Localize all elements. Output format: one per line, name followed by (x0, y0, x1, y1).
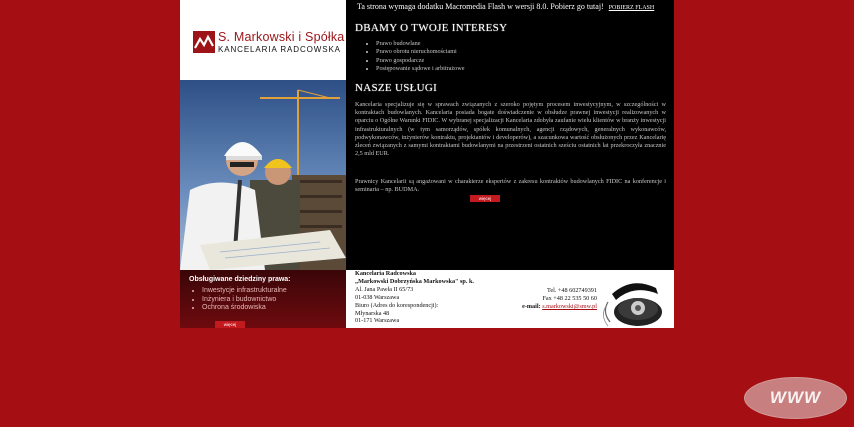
interests-list (376, 40, 465, 73)
interest-item-real-estate-law: • Prawo obrotu nieruchomościami (376, 48, 465, 56)
engineers-photo (180, 80, 346, 270)
footer-company: „Markowski Dobrzyńska Markowska" sp. k. (355, 277, 474, 285)
logo-subtitle: KANCELARIA RADCOWSKA (218, 45, 341, 54)
download-flash-link[interactable]: POBIERZ FLASH (608, 5, 655, 11)
footer-tel: Tel. +48 602749391 (547, 287, 597, 294)
footer (346, 270, 674, 328)
footer-address (355, 270, 474, 325)
footer-city: 01-038 Warszawa (355, 293, 400, 301)
services-more-button[interactable]: więcej (470, 195, 500, 202)
interest-item-construction-law: • Prawo budowlane (376, 40, 465, 48)
footer-office-label: Biuro (Adres do korespondencji): (355, 301, 439, 309)
footer-office-street: Młynarska 48 (355, 309, 390, 317)
logo[interactable] (180, 0, 346, 80)
services-paragraph-1: Kancelaria specjalizuje się w sprawach związanych z szeroko pojętym procesem inwestycyjnym, w szczególności w kontraktach budowlanych. Kancelaria posiada bogate doświadczenie w obsłudze prawnej inwestycji realizowanych w oparciu o Ogólne Warunki FIDIC. W wybranej specjalizacji Kancelaria zdobyła zaufanie wielu klientów w branży inwestycji infrastrukturalnych (w tym samorządów, spółek komunalnych, agencji rządowych, generalnych wykonawców, podwykonawców, inżynierów kontraktu, projektantów i developerów), a szacunkowa wartość obsłużonych przez Kancelarię zleceń związanych z samymi kontraktami budowlanymi na przestrzeni ostatnich sześciu ostatnich lat przekroczyła znacznie 2,5 mld EUR. (355, 101, 666, 158)
interests-heading: DBAMY O TWOJE INTERESY (355, 22, 508, 34)
footer-contact (522, 287, 597, 311)
telephone-icon (598, 272, 666, 328)
www-badge-label: WWW (769, 388, 822, 407)
services-heading: NASZE USŁUGI (355, 82, 438, 94)
logo-mark-icon (193, 31, 215, 53)
left-column (180, 0, 346, 328)
practice-item-environment[interactable]: • Ochrona środowiska (202, 304, 287, 313)
practice-areas-panel (180, 270, 346, 328)
flash-notice-text: Ta strona wymaga dodatku Macromedia Flash w wersji 8.0. Pobierz go tutaj! (357, 2, 604, 11)
interest-item-litigation: • Postępowanie sądowe i arbitrażowe (376, 65, 465, 73)
logo-name: S. Markowski i Spółka (218, 30, 345, 44)
page-container (180, 0, 674, 328)
practice-more-button[interactable]: więcej (215, 321, 245, 328)
www-badge[interactable] (744, 377, 847, 419)
services-paragraph-2: Prawnicy Kancelarii są angażowani w charakterze ekspertów z zakresu kontraktów budowlanych FIDIC na konferencje i seminaria – np. BUDMA. (355, 178, 666, 194)
practice-item-engineering[interactable]: • Inżyniera i budownictwo (202, 296, 287, 305)
footer-firm: Kancelaria Radcowska (355, 270, 417, 277)
interest-item-commercial-law: • Prawo gospodarcze (376, 57, 465, 65)
flash-notice (357, 2, 654, 11)
footer-office-city: 01-171 Warszawa (355, 317, 400, 325)
practice-item-infrastructure[interactable]: • Inwestycje infrastrukturalne (202, 287, 287, 296)
footer-fax: Fax +48 22 535 50 60 (542, 295, 597, 302)
practice-areas-list (202, 287, 287, 313)
practice-areas-title: Obsługiwane dziedziny prawa: (189, 276, 291, 283)
footer-email-link[interactable]: s.markowski@smw.pl (542, 303, 597, 310)
footer-email-label: e-mail: (522, 303, 541, 310)
footer-street: Al. Jana Pawła II 65/73 (355, 285, 414, 293)
right-column (346, 0, 674, 270)
